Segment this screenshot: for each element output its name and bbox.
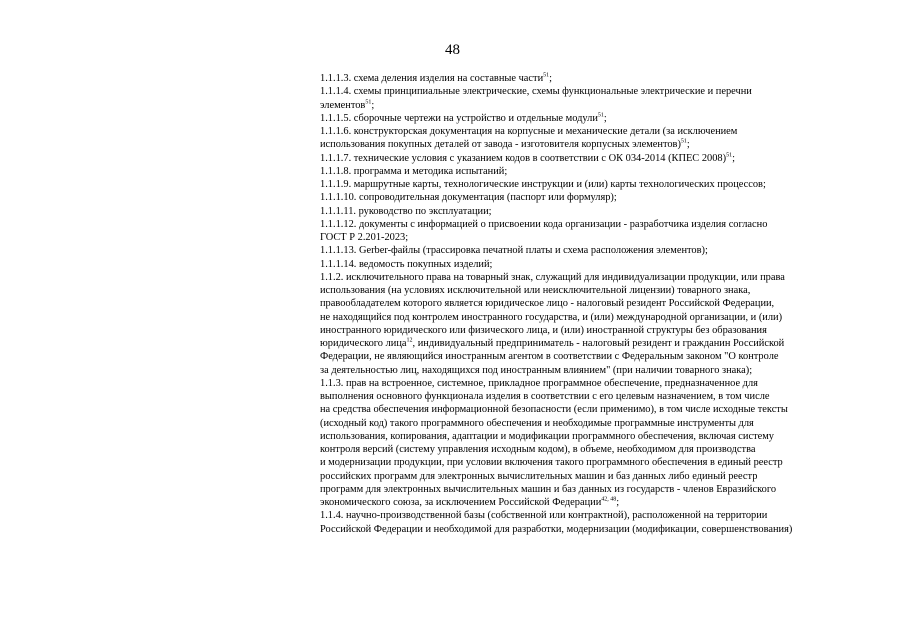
text-line — [320, 456, 870, 469]
line-text: ГОСТ Р 2.201-2023; — [320, 232, 409, 243]
line-text-tail: ; — [371, 99, 375, 111]
document-body — [320, 72, 870, 536]
line-text: 1.1.1.8. программа и методика испытаний; — [320, 165, 508, 177]
line-text: юридического лица — [320, 338, 407, 349]
line-text: экономического союза, за исключением Российской Федерации — [320, 497, 602, 508]
line-text: 1.1.4. научно-производственной базы (собственной или контрактной), расположенной на территории — [320, 510, 768, 522]
text-line — [320, 165, 870, 178]
line-text-tail: ; — [732, 152, 735, 164]
text-line — [320, 72, 870, 85]
text-line — [320, 509, 870, 522]
text-line — [320, 337, 870, 350]
text-line — [320, 377, 870, 390]
line-text: не находящийся под контролем иностранного государства, и (или) международной организации, и (или) — [320, 311, 783, 323]
line-text-tail: ; — [686, 139, 690, 151]
line-text: 1.1.1.12. документы с информацией о присвоении кода организации - разработчика изделия согласно — [320, 218, 768, 230]
line-text: и модернизации продукции, при условии включения такого программного обеспечения в единый реестр — [320, 457, 783, 469]
line-text: 1.1.2. исключительного права на товарный знак, служащий для индивидуализации продукции, или права — [320, 271, 785, 283]
text-line — [320, 152, 870, 165]
line-text: 1.1.1.6. конструкторская документация на корпусные и механические детали (за исключением — [320, 126, 738, 137]
text-line — [320, 258, 870, 271]
line-text: 1.1.1.5. сборочные чертежи на устройство и отдельные модули — [320, 112, 598, 124]
footnote-ref: 51 — [597, 112, 604, 119]
line-text: 1.1.3. прав на встроенное, системное, прикладное программное обеспечение, предназначенное для — [320, 377, 758, 389]
line-text: использования покупных деталей от завода - изготовителя корпусных элементов) — [320, 139, 681, 151]
text-line — [320, 390, 870, 403]
text-line — [320, 496, 870, 509]
footnote-ref: 42, 48 — [601, 496, 617, 503]
footnote-ref: 51 — [680, 138, 687, 145]
text-line — [320, 205, 870, 218]
line-text: 1.1.1.14. ведомость покупных изделий; — [320, 258, 493, 270]
text-line — [320, 271, 870, 284]
page-number: 48 — [445, 42, 460, 58]
text-line — [320, 284, 870, 297]
line-text: правообладателем которого является юридическое лицо - налоговый резидент Российской Федерации, — [320, 298, 775, 310]
line-text: 1.1.1.9. маршрутные карты, технологические инструкции и (или) карты технологических процессов; — [320, 179, 766, 190]
footnote-ref: 51 — [726, 152, 733, 159]
line-text: 1.1.1.4. схемы принципиальные электрические, схемы функциональные электрические и перечни — [320, 86, 752, 98]
line-text-tail: ; — [549, 73, 553, 84]
line-text-tail: ; — [603, 112, 607, 124]
text-line — [320, 403, 870, 416]
text-line — [320, 483, 870, 496]
line-text: (исходный код) такого программного обеспечения и необходимые программные инструменты для — [320, 417, 754, 429]
line-text: программ для электронных вычислительных машин и баз данных из государств - членов Евразийского — [320, 483, 777, 495]
line-text: иностранного юридического или физического лица, и (или) иностранной структуры без образования — [320, 324, 767, 336]
line-text: 1.1.1.7. технические условия с указанием кодов в соответствии с ОК 034-2014 (КПЕС 2008) — [320, 152, 727, 164]
text-line — [320, 138, 870, 151]
line-text: российских программ для электронных вычислительных машин и баз данных либо единый реестр — [320, 470, 758, 482]
text-line — [320, 85, 870, 98]
text-line — [320, 350, 870, 363]
line-text: элементов — [320, 99, 366, 111]
line-text: 1.1.1.10. сопроводительная документация (паспорт или формуляр); — [320, 192, 617, 204]
line-text: использования, копирования, адаптации и модификации программного обеспечения, включая систему — [320, 430, 775, 442]
text-line — [320, 297, 870, 310]
line-text: выполнения основного функционала изделия в соответствии с его целевым назначением, в том числе — [320, 391, 770, 402]
line-text: 1.1.1.13. Gerber-файлы (трассировка печатной платы и схема расположения элементов); — [320, 245, 708, 257]
footnote-ref: 51 — [543, 72, 550, 79]
text-line — [320, 125, 870, 138]
line-text: 1.1.1.3. схема деления изделия на составные части — [320, 73, 544, 84]
text-line — [320, 417, 870, 430]
line-text-tail: ; — [616, 497, 620, 508]
line-text: использования (на условиях исключительной или неисключительной лицензии) товарного знака, — [320, 285, 751, 296]
footnote-ref: 51 — [365, 99, 372, 106]
text-line — [320, 443, 870, 456]
text-line — [320, 178, 870, 191]
line-text: контроля версий (систему управления исходным кодом), в объеме, необходимом для производства — [320, 444, 756, 455]
line-text: Российской Федерации и необходимой для разработки, модернизации (модификации, совершенствования) — [320, 523, 793, 535]
line-text-tail: , индивидуальный предприниматель - налоговый резидент и гражданин Российской — [412, 338, 785, 349]
line-text: за деятельностью лиц, находящихся под иностранным влиянием" (при наличии товарного знака); — [320, 364, 753, 376]
text-line — [320, 324, 870, 337]
line-text: на средства обеспечения информационной безопасности (если применимо), в том числе исходные тексты — [320, 404, 788, 416]
text-line — [320, 470, 870, 483]
text-line — [320, 218, 870, 231]
text-line — [320, 191, 870, 204]
text-line — [320, 364, 870, 377]
text-line — [320, 112, 870, 125]
text-line — [320, 311, 870, 324]
line-text: Федерации, не являющийся иностранным агентом в соответствии с Федеральным законом "О контроле — [320, 351, 779, 363]
line-text: 1.1.1.11. руководство по эксплуатации; — [320, 205, 492, 217]
text-line — [320, 99, 870, 112]
text-line — [320, 231, 870, 244]
text-line — [320, 430, 870, 443]
text-line — [320, 244, 870, 257]
text-line — [320, 523, 870, 536]
footnote-ref: 12 — [406, 337, 413, 344]
